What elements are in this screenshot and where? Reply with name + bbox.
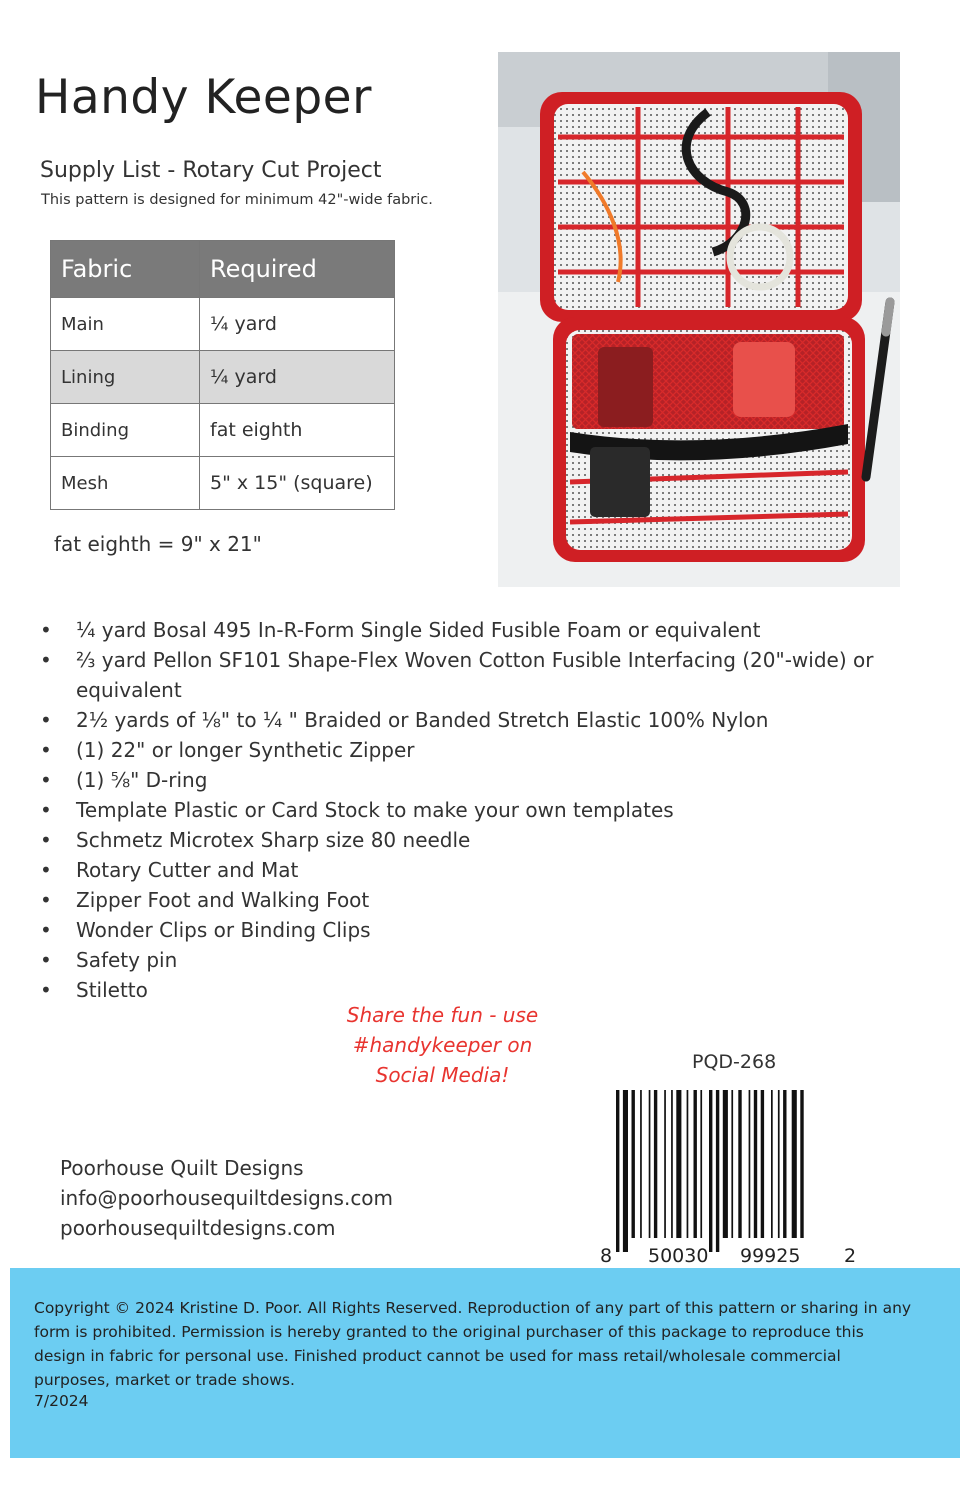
barcode-bar	[671, 1090, 673, 1238]
copyright-text: Copyright © 2024 Kristine D. Poor. All Rights Reserved. Reproduction of any part of this pattern or sharing in any form is prohibited. Permission is hereby granted to the original purchaser of this package to reproduce this design in fabric for personal use. Finished product cannot be used for mass retail/wholesale commercial purposes, market or trade shows.	[34, 1299, 912, 1389]
list-item: • (1) ⅝" D-ring	[40, 765, 900, 795]
required-cell: fat eighth	[200, 404, 395, 457]
barcode-bar	[754, 1090, 757, 1238]
list-item: • Stiletto	[40, 975, 900, 1005]
list-item: • Template Plastic or Card Stock to make your own templates	[40, 795, 900, 825]
list-item: • Rotary Cutter and Mat	[40, 855, 900, 885]
barcode-bar	[664, 1090, 666, 1238]
list-item: • ¼ yard Bosal 495 In-R-Form Single Sided Fusible Foam or equivalent	[40, 615, 900, 645]
fabric-table	[50, 240, 395, 510]
publication-date: 7/2024	[34, 1392, 89, 1410]
contact-website: poorhousequiltdesigns.com	[60, 1216, 336, 1240]
barcode-bar	[749, 1090, 751, 1238]
barcode-bar	[616, 1090, 619, 1252]
barcode-bar	[771, 1090, 773, 1238]
supply-list	[40, 615, 900, 1005]
share-hashtag: #handykeeper on	[352, 1033, 533, 1057]
list-item: • Zipper Foot and Walking Foot	[40, 885, 900, 915]
list-item: • Schmetz Microtex Sharp size 80 needle	[40, 825, 900, 855]
fabric-cell: Lining	[51, 351, 200, 404]
copyright-footer	[10, 1268, 960, 1458]
product-photo-illustration	[498, 52, 900, 587]
barcode-bar	[778, 1090, 780, 1238]
barcode-bar	[694, 1090, 697, 1238]
barcode-digit-first: 8	[600, 1245, 613, 1267]
list-item: • Safety pin	[40, 945, 900, 975]
barcode-bar	[687, 1090, 689, 1238]
barcode-bar	[731, 1090, 733, 1238]
barcode-bar	[700, 1090, 702, 1238]
required-cell: ¼ yard	[200, 298, 395, 351]
fabric-cell: Mesh	[51, 457, 200, 510]
barcode-digit-last: 2	[844, 1245, 857, 1267]
list-item: • 2½ yards of ⅛" to ¼ " Braided or Banded Stretch Elastic 100% Nylon	[40, 705, 900, 735]
contact-info	[60, 1153, 393, 1243]
required-cell: ¼ yard	[200, 351, 395, 404]
product-code: PQD-268	[692, 1051, 777, 1073]
barcode-bars	[616, 1090, 804, 1252]
barcode-bar	[709, 1090, 712, 1252]
column-header-required: Required	[200, 241, 395, 298]
barcode-bar	[640, 1090, 642, 1238]
table-header-row	[51, 241, 395, 298]
barcode-digits-left: 50030	[648, 1245, 709, 1267]
product-photo	[498, 52, 900, 587]
share-line: Social Media!	[375, 1063, 510, 1087]
share-line: Share the fun - use	[346, 1003, 539, 1027]
fabric-cell: Main	[51, 298, 200, 351]
barcode-bar	[738, 1090, 741, 1238]
page-title: Handy Keeper	[35, 70, 372, 125]
table-row	[51, 298, 395, 351]
barcode-bar	[632, 1090, 635, 1238]
table-row	[51, 351, 395, 404]
barcode-graphic	[584, 1082, 874, 1282]
barcode-bar	[783, 1090, 786, 1238]
list-item: • Wonder Clips or Binding Clips	[40, 915, 900, 945]
barcode-bar	[649, 1090, 651, 1238]
list-item: • (1) 22" or longer Synthetic Zipper	[40, 735, 900, 765]
fabric-width-note: This pattern is designed for minimum 42"-wide fabric.	[41, 192, 433, 208]
barcode-bar	[761, 1090, 764, 1238]
list-item: • ⅔ yard Pellon SF101 Shape-Flex Woven Cotton Fusible Interfacing (20"-wide) or equivalent	[40, 645, 900, 705]
contact-email: info@poorhousequiltdesigns.com	[60, 1186, 394, 1210]
required-cell: 5" x 15" (square)	[200, 457, 395, 510]
share-callout	[320, 1000, 565, 1090]
barcode-bar	[623, 1090, 628, 1252]
column-header-fabric: Fabric	[51, 241, 200, 298]
barcode-bar	[800, 1090, 803, 1238]
table-row	[51, 404, 395, 457]
fabric-cell: Binding	[51, 404, 200, 457]
barcode-bar	[723, 1090, 728, 1238]
barcode	[584, 1082, 874, 1282]
barcode-bar	[676, 1090, 681, 1238]
subtitle: Supply List - Rotary Cut Project	[40, 158, 382, 183]
barcode-bar	[716, 1090, 719, 1252]
table-row	[51, 457, 395, 510]
barcode-bar	[792, 1090, 797, 1238]
company-name: Poorhouse Quilt Designs	[60, 1156, 304, 1180]
barcode-bar	[654, 1090, 657, 1238]
fat-eighth-conversion: fat eighth = 9" x 21"	[54, 532, 262, 556]
barcode-digits-right: 99925	[740, 1245, 801, 1267]
